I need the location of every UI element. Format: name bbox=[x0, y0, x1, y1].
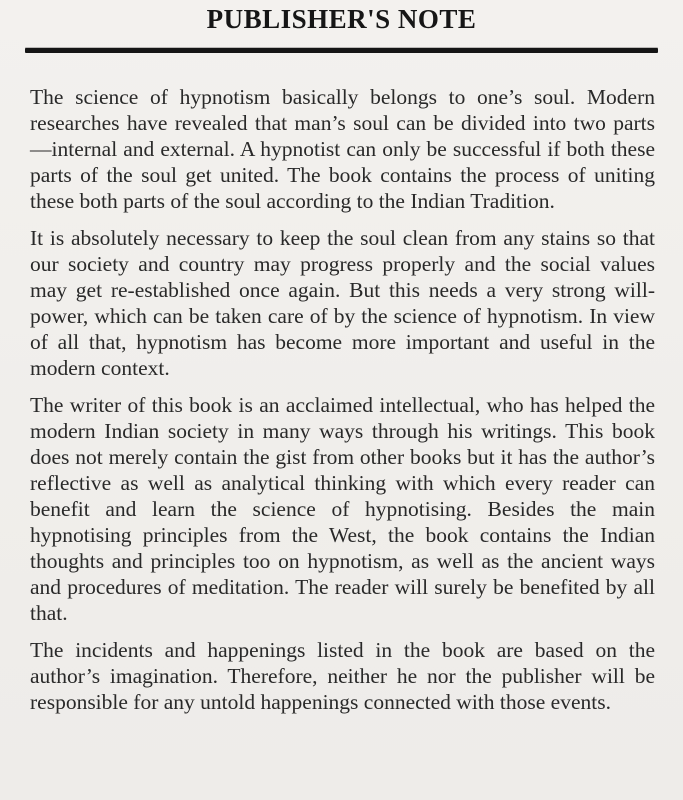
paragraph: The science of hypnotism basically belongs to one’s soul. Modern researches have revealed that man’s soul can be divided into two parts—internal and external. A hypnotist can only be successful if both these parts of the soul get united. The book contains the process of uniting these both parts of the soul according to the Indian Tradition. bbox=[30, 85, 655, 213]
paragraph: The writer of this book is an acclaimed intellectual, who has helped the modern Indian society in many ways through his writings. This book does not merely contain the gist from other books but it has the author’s reflective as well as analytical thinking with which every reader can benefit and learn the science of hypnotising. Besides the main hypnotising principles from the West, the book contains the Indian thoughts and principles too on hypnotism, as well as the ancient ways and procedures of meditation. The reader will surely be benefited by all that. bbox=[30, 393, 655, 625]
paragraph: It is absolutely necessary to keep the soul clean from any stains so that our society and country may progress properly and the social values may get re-established once again. But this needs a very strong will-power, which can be taken care of by the science of hypnotism. In view of all that, hypnotism has become more important and useful in the modern context. bbox=[30, 226, 655, 380]
paragraph: The incidents and happenings listed in the book are based on the author’s imagination. Therefore, neither he nor the publisher will be responsible for any untold happenings connected with those events. bbox=[30, 638, 655, 714]
page-body-text bbox=[0, 53, 683, 715]
page-title: PUBLISHER'S NOTE bbox=[206, 4, 477, 34]
